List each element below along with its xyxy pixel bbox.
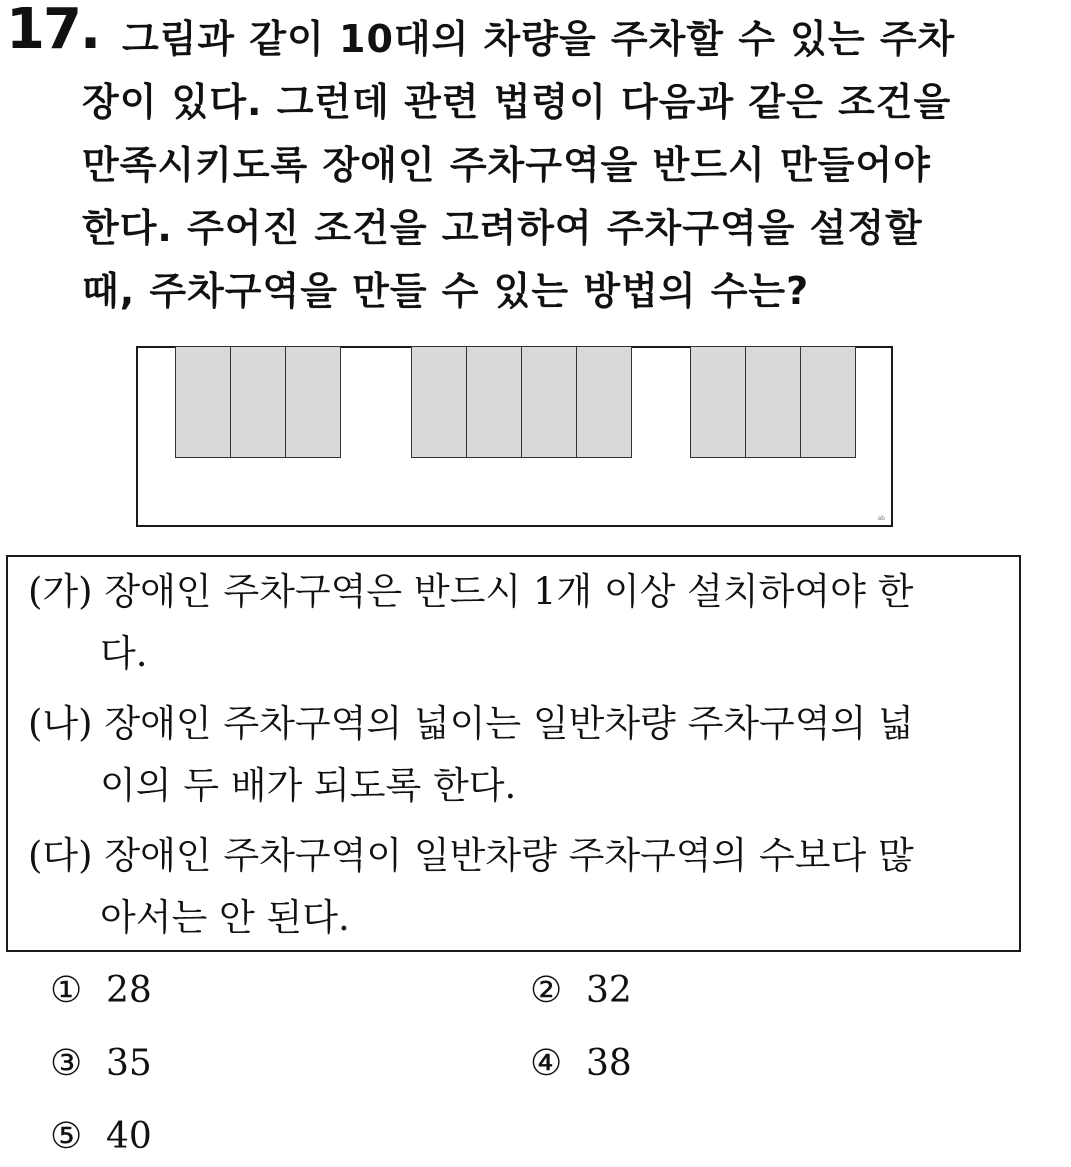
choice-mark: ④ [530, 1043, 563, 1084]
question-stem [82, 8, 1032, 323]
choice-mark: ⑤ [50, 1116, 83, 1157]
choice-1[interactable] [50, 966, 152, 1016]
choice-value: 28 [106, 970, 152, 1011]
condition-line [28, 561, 1003, 623]
parking-slot [690, 346, 746, 458]
stem-line: 때, 주차구역을 만들 수 있는 방법의 수는? [82, 269, 810, 313]
parking-slot [285, 346, 341, 458]
parking-slot [800, 346, 856, 458]
choice-value: 35 [106, 1043, 152, 1084]
parking-lot-figure [136, 346, 893, 527]
condition-text: 장애인 주차구역은 반드시 1개 이상 설치하여야 한 [104, 570, 914, 613]
condition-text: 장애인 주차구역의 넓이는 일반차량 주차구역의 넓 [104, 702, 914, 745]
condition-ga [28, 561, 1003, 685]
parking-slot [411, 346, 467, 458]
conditions-box [6, 555, 1021, 952]
choice-mark: ② [530, 970, 563, 1011]
condition-da [28, 825, 1003, 949]
stem-line: 한다. 주어진 조건을 고려하여 주차구역을 설정할 [82, 206, 923, 250]
question-number: 17. [6, 0, 100, 62]
condition-line [28, 825, 1003, 887]
parking-slot [466, 346, 522, 458]
stem-line: 그림과 같이 10대의 차량을 주차할 수 있는 주차 [122, 17, 956, 61]
choice-value: 40 [106, 1116, 152, 1157]
parking-slot [175, 346, 231, 458]
choice-value: 32 [586, 970, 632, 1011]
choice-5[interactable] [50, 1112, 152, 1162]
condition-label: (다) [28, 834, 93, 877]
condition-text: 이의 두 배가 되도록 한다. [100, 764, 517, 807]
stem-line: 만족시키도록 장애인 주차구역을 반드시 만들어야 [82, 143, 931, 187]
choice-mark: ① [50, 970, 83, 1011]
parking-slot [521, 346, 577, 458]
condition-label: (나) [28, 702, 93, 745]
figure-mark: ab [877, 515, 885, 522]
parking-slot [576, 346, 632, 458]
choice-2[interactable] [530, 966, 632, 1016]
condition-text: 아서는 안 된다. [100, 896, 350, 939]
condition-text: 장애인 주차구역이 일반차량 주차구역의 수보다 많 [104, 834, 914, 877]
parking-slot [230, 346, 286, 458]
condition-text: 다. [100, 632, 148, 675]
condition-na [28, 693, 1003, 817]
parking-slot [745, 346, 801, 458]
choice-3[interactable] [50, 1039, 152, 1089]
choice-mark: ③ [50, 1043, 83, 1084]
condition-line [28, 693, 1003, 755]
stem-line: 장이 있다. 그런데 관련 법령이 다음과 같은 조건을 [82, 80, 952, 124]
choice-value: 38 [586, 1043, 632, 1084]
choice-4[interactable] [530, 1039, 632, 1089]
condition-label: (가) [28, 570, 93, 613]
